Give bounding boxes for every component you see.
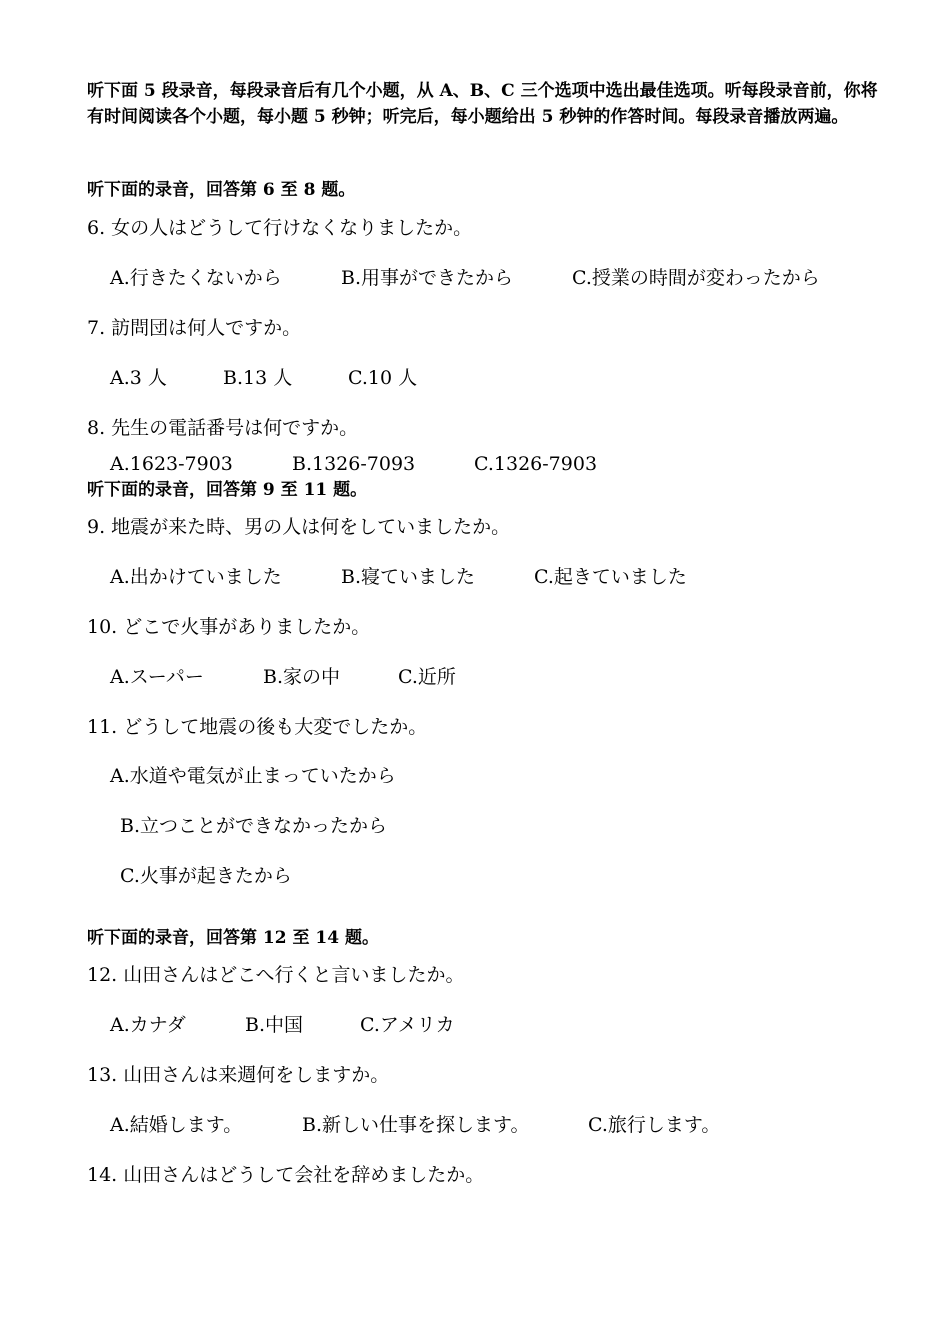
option-8b: B.1326-7093 xyxy=(292,453,416,475)
question-11: 11. どうして地震の後も大変でしたか。 xyxy=(87,716,428,738)
section-heading: 听下面的录音，回答第 9 至 11 题。 xyxy=(87,480,368,500)
option-6c: C.授業の時間が変わったから xyxy=(572,267,820,289)
section-heading: 听下面的录音，回答第 6 至 8 题。 xyxy=(87,180,356,200)
option-8c: C.1326-7903 xyxy=(474,453,598,475)
option-7b: B.13 人 xyxy=(223,367,293,389)
option-11a: A.水道や電気が止まっていたから xyxy=(110,765,396,787)
question-14: 14. 山田さんはどうして会社を辞めましたか。 xyxy=(87,1164,485,1186)
question-7: 7. 訪問団は何人ですか。 xyxy=(87,317,302,339)
option-8a: A.1623-7903 xyxy=(110,453,233,475)
question-6: 6. 女の人はどうして行けなくなりましたか。 xyxy=(87,217,473,239)
option-12a: A.カナダ xyxy=(110,1014,186,1036)
listening-instructions: 听下面 5 段录音，每段录音后有几个小题，从 A、B、C 三个选项中选出最佳选项。听每段录音前，你将有时间阅读各个小题，每小题 5 秒钟；听完后，每小题给出 5 秒钟的作答时间。每段录音播放两遍。 xyxy=(87,81,878,127)
option-7a: A.3 人 xyxy=(110,367,167,389)
section-heading: 听下面的录音，回答第 12 至 14 题。 xyxy=(87,928,379,948)
option-11b: B.立つことができなかったから xyxy=(120,815,388,837)
option-10b: B.家の中 xyxy=(263,666,341,688)
option-6a: A.行きたくないから xyxy=(110,267,282,289)
option-10a: A.スーパー xyxy=(110,666,204,688)
option-6b: B.用事ができたから xyxy=(341,267,514,289)
option-7c: C.10 人 xyxy=(348,367,418,389)
option-13c: C.旅行します。 xyxy=(588,1114,721,1136)
option-13b: B.新しい仕事を探します。 xyxy=(302,1114,530,1136)
question-8: 8. 先生の電話番号は何ですか。 xyxy=(87,417,359,439)
option-13a: A.結婚します。 xyxy=(110,1114,243,1136)
option-11c: C.火事が起きたから xyxy=(120,865,292,887)
question-10: 10. どこで火事がありましたか。 xyxy=(87,616,371,638)
question-12: 12. 山田さんはどこへ行くと言いましたか。 xyxy=(87,964,465,986)
question-13: 13. 山田さんは来週何をしますか。 xyxy=(87,1064,390,1086)
option-12b: B.中国 xyxy=(245,1014,304,1036)
option-10c: C.近所 xyxy=(398,666,456,688)
option-9b: B.寝ていました xyxy=(341,566,476,588)
option-9c: C.起きていました xyxy=(534,566,687,588)
option-12c: C.アメリカ xyxy=(360,1014,455,1036)
question-9: 9. 地震が来た時、男の人は何をしていましたか。 xyxy=(87,516,511,538)
option-9a: A.出かけていました xyxy=(110,566,282,588)
